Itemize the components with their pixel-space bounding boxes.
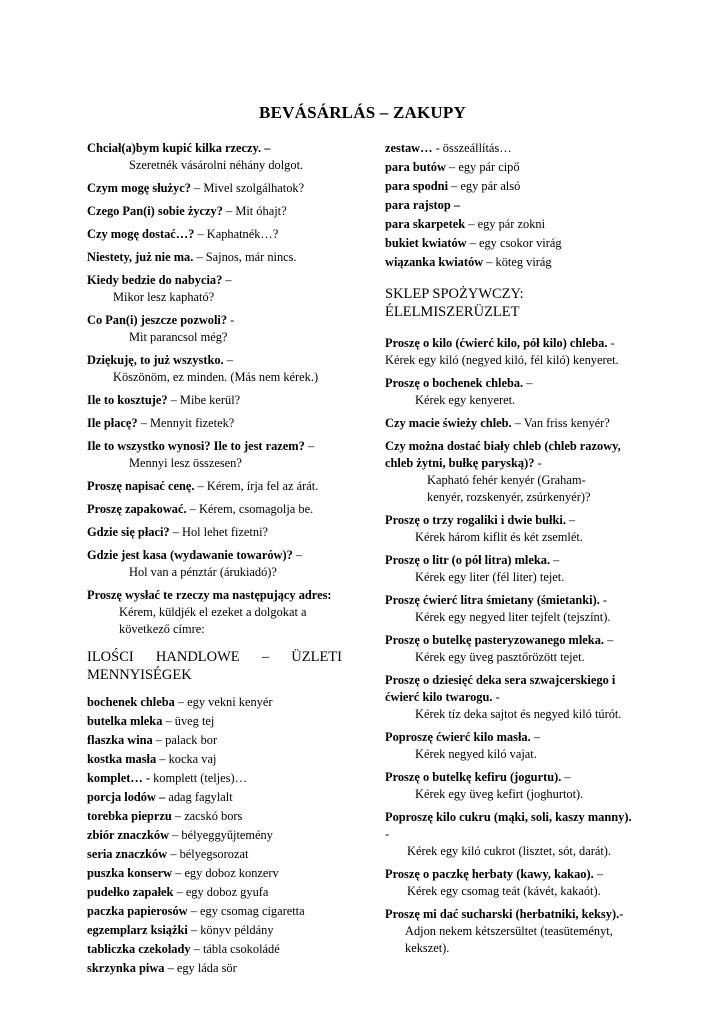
- hungarian-translation: -: [385, 827, 390, 841]
- list-item: [87, 694, 342, 711]
- hungarian-translation: Adjon nekem kétszersültet (teasüteményt, kekszet).: [405, 924, 613, 955]
- phrase-entry: [385, 552, 635, 586]
- list-item: [385, 197, 635, 214]
- phrase-entry: [87, 140, 342, 174]
- phrase-entry: [87, 312, 342, 346]
- hungarian-term: – bélyegsorozat: [167, 847, 249, 861]
- hungarian-term: – köteg virág: [483, 255, 552, 269]
- hungarian-term: – bélyeggyűjtemény: [169, 828, 273, 842]
- phrase-entry: [87, 415, 342, 432]
- polish-phrase: Proszę o butelkę kefiru (jogurtu).: [385, 770, 562, 784]
- hungarian-term: – egy pár cipő: [445, 160, 520, 174]
- hungarian-translation: –: [603, 633, 614, 647]
- polish-phrase: Gdzie jest kasa (wydawanie towarów)?: [87, 548, 293, 562]
- hungarian-term: – könyv példány: [187, 923, 274, 937]
- polish-term: seria znaczków: [87, 847, 168, 861]
- hungarian-term: – zacskó bors: [171, 809, 243, 823]
- hungarian-term: – egy láda sör: [164, 961, 237, 975]
- phrase-entry: [385, 769, 635, 803]
- list-item: [87, 865, 342, 882]
- hungarian-translation: Kérek egy üveg pasztőrözött tejet.: [415, 650, 585, 664]
- list-item: [385, 140, 635, 157]
- phrase-entry: [87, 524, 342, 541]
- phrase-entry: [87, 249, 342, 266]
- hungarian-term: – egy vekni kenyér: [174, 695, 273, 709]
- polish-phrase: Czym mogę służyc?: [87, 181, 191, 195]
- list-item: [87, 751, 342, 768]
- list-item: [87, 846, 342, 863]
- phrase-entry: [385, 375, 635, 409]
- phrase-entry: [385, 729, 635, 763]
- list-item: [385, 159, 635, 176]
- hungarian-translation: –: [561, 770, 571, 784]
- list-item: [385, 178, 635, 195]
- polish-phrase: Ile płacę?: [87, 416, 138, 430]
- phrase-entry: [87, 203, 342, 220]
- hungarian-translation: Kérek tíz deka sajtot és negyed kiló túrót.: [415, 707, 622, 721]
- polish-term: zestaw…: [385, 141, 433, 155]
- hungarian-translation: – Hol lehet fizetni?: [169, 525, 269, 539]
- phrase-entry: [385, 809, 635, 860]
- polish-phrase: Gdzie się płaci?: [87, 525, 170, 539]
- hungarian-translation: -: [619, 907, 624, 921]
- hungarian-term: – egy doboz konzerv: [172, 866, 279, 880]
- polish-phrase: Proszę o kilo (ćwierć kilo, pół kilo) chleba.: [385, 336, 608, 350]
- list-item: [385, 235, 635, 252]
- hungarian-translation: Hol van a pénztár (árukiadó)?: [129, 565, 277, 579]
- hungarian-translation: -: [492, 690, 500, 704]
- phrase-entry: [87, 501, 342, 518]
- polish-phrase: Proszę o dziesięć deka sera szwajcerskiego i ćwierć kilo twarogu.: [385, 673, 616, 704]
- hungarian-translation: –: [530, 730, 540, 744]
- list-item: [87, 922, 342, 939]
- polish-term: zbiór znaczków: [87, 828, 170, 842]
- hungarian-translation: -: [534, 456, 542, 470]
- quantities-list: [385, 140, 635, 271]
- polish-phrase: Proszę o litr (o pół litra) mleka.: [385, 553, 551, 567]
- phrase-entry: [385, 866, 635, 900]
- hungarian-translation: –: [565, 513, 576, 527]
- polish-phrase: Czy mogę dostać…?: [87, 227, 195, 241]
- hungarian-term: – üveg tej: [162, 714, 215, 728]
- polish-phrase: Dziękuję, to już wszystko.: [87, 353, 224, 367]
- hungarian-translation: – Mibe kerül?: [167, 393, 241, 407]
- phrase-entry: [87, 180, 342, 197]
- polish-term: puszka konserw: [87, 866, 173, 880]
- hungarian-translation: Kérek három kiflit és két zsemlét.: [415, 530, 583, 544]
- polish-phrase: Kiedy bedzie do nabycia?: [87, 273, 223, 287]
- hungarian-term: – kocka vaj: [156, 752, 217, 766]
- polish-term: tabliczka czekolady: [87, 942, 191, 956]
- polish-phrase: Proszę o bochenek chleba.: [385, 376, 524, 390]
- list-item: [87, 770, 342, 787]
- list-item: [385, 254, 635, 271]
- polish-phrase: Proszę o butelkę pasteryzowanego mleka.: [385, 633, 604, 647]
- section-heading: ILOŚCI HANDLOWE – ÜZLETI MENNYISÉGEK: [87, 649, 342, 683]
- hungarian-term: – egy csomag cigaretta: [187, 904, 305, 918]
- polish-phrase: Ile to kosztuje?: [87, 393, 168, 407]
- polish-phrase: Proszę o trzy rogaliki i dwie bułki.: [385, 513, 566, 527]
- quantities-list: [87, 694, 342, 977]
- hungarian-translation: Mit parancsol még?: [129, 330, 228, 344]
- polish-term: para skarpetek: [385, 217, 466, 231]
- list-item: [87, 827, 342, 844]
- polish-phrase: Czy można dostać biały chleb (chleb razowy, chleb żytni, bułkę paryską)?: [385, 439, 621, 470]
- hungarian-translation: Kérek egy liter (fél liter) tejet.: [415, 570, 565, 584]
- phrase-entry: [87, 438, 342, 472]
- hungarian-translation: –: [304, 439, 315, 453]
- hungarian-translation: Kapható fehér kenyér (Graham-kenyér, rozskenyér, zsúrkenyér)?: [427, 473, 591, 504]
- phrase-entry: [385, 672, 635, 723]
- phrase-entry: [385, 335, 635, 369]
- hungarian-translation: Kérem, küldjék el ezeket a dolgokat a következő címre:: [119, 605, 307, 636]
- polish-phrase: Proszę zapakować.: [87, 502, 187, 516]
- hungarian-translation: Kérek egy kiló (negyed kiló, fél kiló) kenyeret.: [385, 353, 619, 367]
- hungarian-translation: -: [599, 593, 608, 607]
- right-column: [385, 140, 635, 963]
- polish-term: flaszka wina: [87, 733, 153, 747]
- hungarian-translation: Kérek egy kenyeret.: [415, 393, 516, 407]
- list-item: [87, 960, 342, 977]
- hungarian-translation: –: [593, 867, 603, 881]
- list-item: [87, 808, 342, 825]
- polish-phrase: Poproszę kilo cukru (mąki, soli, kaszy manny).: [385, 810, 632, 824]
- hungarian-translation: – Kérem, csomagolja be.: [186, 502, 314, 516]
- phrase-entry: [385, 632, 635, 666]
- hungarian-term: – palack bor: [152, 733, 218, 747]
- polish-phrase: Czego Pan(i) sobie życzy?: [87, 204, 223, 218]
- hungarian-translation: -: [227, 313, 235, 327]
- hungarian-translation: Kérek negyed kiló vajat.: [415, 747, 537, 761]
- polish-phrase: Proszę napisać cenę.: [87, 479, 195, 493]
- hungarian-translation: – Mivel szolgálhatok?: [190, 181, 305, 195]
- polish-term: porcja lodów –: [87, 790, 166, 804]
- polish-term: butelka mleka: [87, 714, 163, 728]
- hungarian-translation: –: [292, 548, 303, 562]
- polish-phrase: Ile to wszystko wynosi? Ile to jest razem?: [87, 439, 305, 453]
- phrase-entry: [385, 512, 635, 546]
- polish-term: torebka pieprzu: [87, 809, 172, 823]
- list-item: [87, 732, 342, 749]
- hungarian-translation: Mennyi lesz összesen?: [129, 456, 242, 470]
- polish-phrase: Poproszę ćwierć kilo masła.: [385, 730, 531, 744]
- hungarian-translation: –: [223, 353, 233, 367]
- hungarian-translation: Köszönöm, ez minden. (Más nem kérek.): [113, 370, 319, 384]
- polish-term: komplet… -: [87, 771, 150, 785]
- hungarian-translation: – Van friss kenyér?: [511, 416, 610, 430]
- list-item: [385, 216, 635, 233]
- polish-phrase: Czy macie świeży chleb.: [385, 416, 512, 430]
- left-column: [87, 140, 342, 979]
- phrase-entry: [87, 587, 342, 638]
- phrase-entry: [87, 226, 342, 243]
- polish-term: para butów: [385, 160, 446, 174]
- polish-phrase: Proszę ćwierć litra śmietany (śmietanki).: [385, 593, 600, 607]
- hungarian-term: – egy csokor virág: [466, 236, 562, 250]
- hungarian-term: – egy pár alsó: [448, 179, 521, 193]
- hungarian-translation: –: [550, 553, 560, 567]
- hungarian-term: – egy pár zokni: [465, 217, 546, 231]
- polish-term: egzemplarz książki: [87, 923, 188, 937]
- hungarian-translation: Szeretnék vásárolni néhány dolgot.: [129, 158, 304, 172]
- hungarian-translation: Kérek egy üveg kefirt (joghurtot).: [415, 787, 584, 801]
- list-item: [87, 789, 342, 806]
- phrase-entry: [385, 592, 635, 626]
- phrase-entry: [87, 272, 342, 306]
- list-item: [87, 941, 342, 958]
- polish-phrase: Chciał(a)bym kupić kilka rzeczy. –: [87, 141, 271, 155]
- hungarian-term: komplett (teljes)…: [149, 771, 248, 785]
- polish-term: skrzynka piwa: [87, 961, 165, 975]
- phrase-entry: [87, 352, 342, 386]
- hungarian-translation: –: [222, 273, 232, 287]
- polish-phrase: Proszę o paczkę herbaty (kawy, kakao).: [385, 867, 594, 881]
- hungarian-translation: – Kérem, írja fel az árát.: [194, 479, 319, 493]
- phrase-entry: [87, 392, 342, 409]
- hungarian-translation: – Mit óhajt?: [222, 204, 287, 218]
- polish-term: pudełko zapałek: [87, 885, 174, 899]
- polish-term: wiązanka kwiatów: [385, 255, 484, 269]
- polish-term: kostka masła: [87, 752, 157, 766]
- polish-phrase: Proszę wysłać te rzeczy ma następujący adres:: [87, 588, 332, 602]
- phrase-entry: [87, 478, 342, 495]
- polish-phrase: Niestety, już nie ma.: [87, 250, 194, 264]
- hungarian-translation: – Mennyit fizetek?: [137, 416, 235, 430]
- hungarian-translation: – Kaphatnék…?: [194, 227, 279, 241]
- polish-term: para rajstop –: [385, 198, 461, 212]
- hungarian-term: adag fagylalt: [165, 790, 233, 804]
- page-title: BEVÁSÁRLÁS – ZAKUPY: [259, 103, 466, 122]
- polish-term: bochenek chleba: [87, 695, 175, 709]
- hungarian-translation: Mikor lesz kapható?: [113, 290, 215, 304]
- polish-term: paczka papierosów: [87, 904, 188, 918]
- phrase-entry: [385, 438, 635, 506]
- phrase-entry: [385, 415, 635, 432]
- list-item: [87, 903, 342, 920]
- hungarian-term: - összeállítás…: [432, 141, 512, 155]
- hungarian-term: – tábla csokoládé: [190, 942, 280, 956]
- hungarian-translation: -: [607, 336, 615, 350]
- list-item: [87, 713, 342, 730]
- polish-term: para spodni: [385, 179, 449, 193]
- hungarian-translation: Kérek egy kiló cukrot (lisztet, sót, darát).: [407, 844, 612, 858]
- phrase-entry: [385, 906, 635, 957]
- list-item: [87, 884, 342, 901]
- hungarian-translation: Kérek egy csomag teát (kávét, kakaót).: [407, 884, 601, 898]
- hungarian-translation: –: [523, 376, 533, 390]
- hungarian-translation: – Sajnos, már nincs.: [193, 250, 297, 264]
- phrase-entry: [87, 547, 342, 581]
- polish-term: bukiet kwiatów: [385, 236, 467, 250]
- hungarian-term: – egy doboz gyufa: [173, 885, 269, 899]
- polish-phrase: Proszę mi dać sucharski (herbatniki, keksy).: [385, 907, 620, 921]
- hungarian-translation: Kérek egy negyed liter tejfelt (tejszínt).: [415, 610, 611, 624]
- polish-phrase: Co Pan(i) jeszcze pozwoli?: [87, 313, 228, 327]
- section-heading: SKLEP SPOŻYWCZY: ÉLELMISZERÜZLET: [385, 286, 524, 320]
